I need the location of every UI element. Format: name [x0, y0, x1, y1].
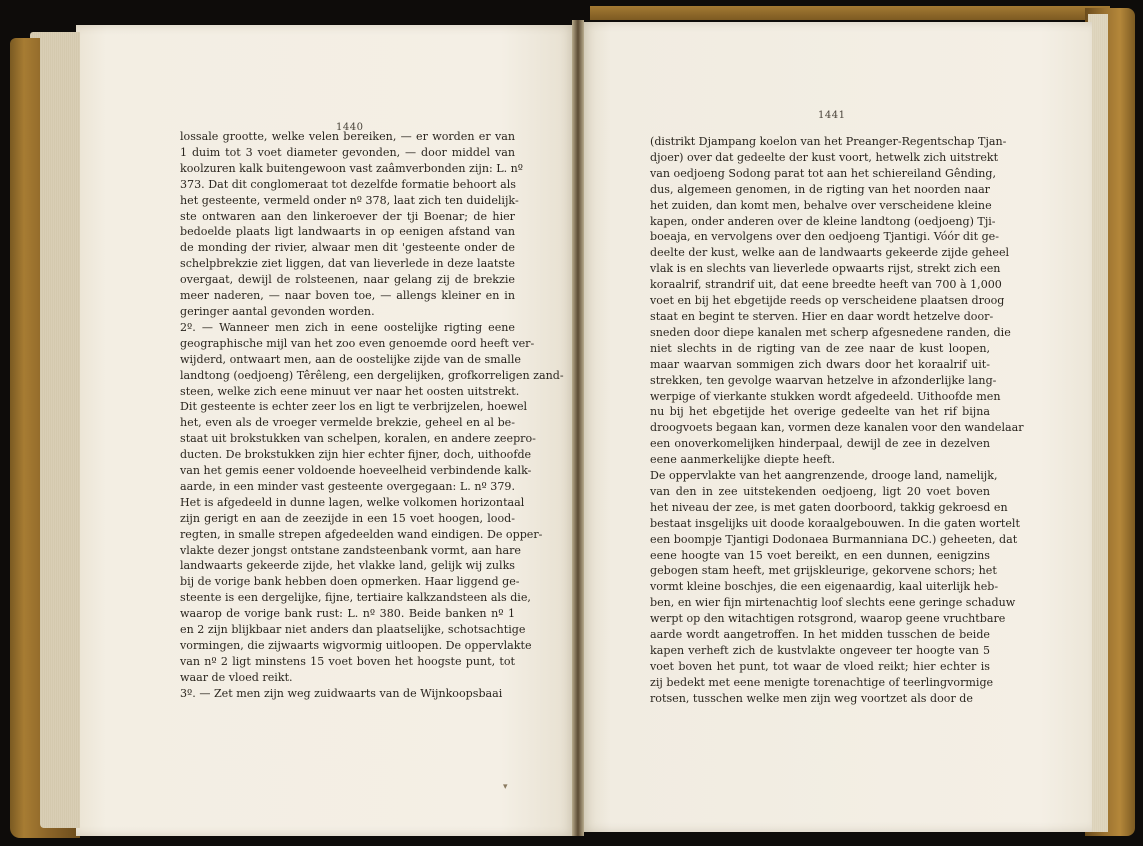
text-line: voet boven het punt, tot waar de vloed reikt; hier echter is: [650, 659, 990, 673]
text-line: waarop de vorige bank rust: L. nº 380. Beide banken nº 1: [180, 607, 515, 621]
text-line: het gesteente, vermeld onder nº 378, laat zich ten duidelijk-: [180, 193, 519, 207]
text-line: De oppervlakte van het aangrenzende, drooge land, namelijk,: [650, 469, 998, 483]
text-line: het niveau der zee, is met gaten doorboord, takkig gekroesd en: [650, 500, 1008, 514]
text-line: 3º. — Zet men zijn weg zuidwaarts van de Wijnkoopsbaai: [180, 686, 503, 700]
text-line: eene aanmerkelijke diepte heeft.: [650, 453, 835, 467]
text-line: zij bedekt met eene menigte torenachtige of teerlingvormige: [650, 675, 994, 689]
text-line: koraalrif, strandrif uit, dat eene breedte heeft van 700 à 1,000: [650, 278, 1002, 292]
text-line: nu bij het ebgetijde het overige gedeelte van het rif bijna: [650, 405, 990, 419]
book-gutter: [572, 20, 584, 836]
text-line: bij de vorige bank hebben doen opmerken. Haar liggend ge-: [180, 575, 520, 589]
text-line: staat uit brokstukken van schelpen, koralen, en andere zeepro-: [180, 432, 536, 446]
text-line: het zuiden, dan komt men, behalve over verscheidene kleine: [650, 198, 992, 212]
text-line: een boompje Tjantigi Dodonaea Burmanniana DC.) geheeten, dat: [650, 532, 1018, 546]
left-page-stack: [40, 32, 80, 828]
text-line: werpt op den witachtigen rotsgrond, waarop geene vruchtbare: [650, 612, 1006, 626]
text-line: deelte der kust, welke aan de landwaarts gekeerde zijde geheel: [650, 246, 1010, 260]
text-line: Dit gesteente is echter zeer los en ligt te verbrijzelen, hoewel: [180, 400, 528, 414]
text-line: staat en begint te sterven. Hier en daar wordt hetzelve door-: [650, 309, 994, 323]
text-line: kapen, onder anderen over de kleine landtong (oedjoeng) Tji-: [650, 214, 996, 228]
text-line: dus, algemeen genomen, in de rigting van het noorden naar: [650, 182, 990, 196]
text-line: steen, welke zich eene minuut ver naar het oosten uitstrekt.: [180, 384, 520, 398]
text-line: droogvoets begaan kan, vormen deze kanalen voor den wandelaar: [650, 421, 1024, 435]
text-line: ducten. De brokstukken zijn hier echter fijner, doch, uithoofde: [180, 448, 532, 462]
text-line: lossale grootte, welke velen bereiken, — er worden er van: [180, 130, 515, 143]
text-line: en 2 zijn blijkbaar niet anders dan plaatselijke, schotsachtige: [180, 623, 526, 637]
text-line: landtong (oedjoeng) Têrêleng, een dergelijken, grofkorreligen zand-: [180, 368, 564, 382]
text-line: aarde wordt aangetroffen. In het midden tusschen de beide: [650, 628, 990, 642]
text-line: zijn gerigt en aan de zeezijde in een 15 voet hoogen, lood-: [180, 511, 515, 525]
text-line: ste ontwaren aan den linkeroever der tji Boenar; de hier: [180, 209, 515, 223]
text-line: (distrikt Djampang koelon van het Preanger-Regentschap Tjan-: [650, 135, 1007, 148]
left-page-number: 1440: [336, 122, 364, 133]
text-line: schelpbrekzie ziet liggen, dat van lieverlede in deze laatste: [180, 257, 515, 271]
text-line: vormingen, die zijwaarts wigvormig uitloopen. De oppervlakte: [180, 639, 532, 652]
text-line: vlak is en slechts van lieverlede opwaarts rijst, strekt zich een: [650, 262, 1001, 276]
text-line: 1 duim tot 3 voet diameter gevonden, — door middel van: [180, 145, 515, 159]
text-line: het, even als de vroeger vermelde brekzie, geheel en al be-: [180, 416, 515, 430]
text-line: djoer) over dat gedeelte der kust voort, hetwelk zich uitstrekt: [650, 150, 999, 164]
text-line: strekken, ten gevolge waarvan hetzelve in afzonderlijke lang-: [650, 373, 997, 387]
text-line: een onoverkomelijken hinderpaal, dewijl de zee in dezelven: [650, 437, 990, 451]
text-line: van het gemis eener voldoende hoeveelheid verbindende kalk-: [180, 464, 532, 478]
text-line: regten, in smalle strepen afgedeelden wand eindigen. De opper-: [180, 527, 543, 541]
text-line: Het is afgedeeld in dunne lagen, welke volkomen horizontaal: [180, 495, 525, 509]
text-line: meer naderen, — naar boven toe, — allengs kleiner en in: [180, 289, 515, 303]
text-line: rotsen, tusschen welke men zijn weg voortzet als door de: [650, 691, 973, 705]
text-line: maar waarvan sommigen zich dwars door het koraalrif uit-: [650, 357, 990, 371]
text-line: waar de vloed reikt.: [180, 670, 293, 684]
text-line: vlakte dezer jongst ontstane zandsteenbank vormt, aan hare: [180, 543, 521, 557]
text-line: van oedjoeng Sodong parat tot aan het schiereiland Gênding,: [650, 166, 997, 180]
text-line: koolzuren kalk buitengewoon vast zaâmverbonden zijn: L. nº: [180, 161, 524, 175]
page-smudge: ▾: [503, 782, 508, 792]
text-line: de monding der rivier, alwaar men dit 'gesteente onder de: [180, 241, 515, 255]
text-line: landwaarts gekeerde zijde, het vlakke land, gelijk wij zulks: [180, 559, 515, 573]
text-line: overgaat, dewijl de rolsteenen, naar gelang zij de brekzie: [180, 273, 515, 287]
left-page-text: [180, 129, 564, 702]
text-line: niet slechts in de rigting van de zee naar de kust loopen,: [650, 341, 990, 355]
text-line: 373. Dat dit conglomeraat tot dezelfde formatie behoort als: [180, 177, 516, 191]
text-line: 2º. — Wanneer men zich in eene oostelijke rigting eene: [180, 320, 515, 334]
text-line: bedoelde plaats ligt landwaarts in op eenigen afstand van: [180, 225, 515, 239]
text-line: aarde, in een minder vast gesteente overgegaan: L. nº 379.: [180, 479, 515, 493]
text-line: van nº 2 ligt minstens 15 voet boven het hoogste punt, tot: [180, 654, 515, 668]
text-line: van den in zee uitstekenden oedjoeng, ligt 20 voet boven: [650, 484, 990, 498]
text-line: geringer aantal gevonden worden.: [180, 304, 375, 318]
text-line: voet en bij het ebgetijde reeds op verscheidene plaatsen droog: [650, 294, 1005, 308]
text-line: wijderd, ontwaart men, aan de oostelijke zijde van de smalle: [180, 352, 521, 366]
right-page-text: [650, 134, 1024, 707]
text-line: sneden door diepe kanalen met scherp afgesnedene randen, die: [650, 325, 1011, 339]
text-line: geographische mijl van het zoo even genoemde oord heeft ver-: [180, 336, 535, 350]
text-line: boeaja, en vervolgens over den oedjoeng Tjantigi. Vóór dit ge-: [650, 230, 999, 244]
text-line: steente is een dergelijke, fijne, tertiaire kalkzandsteen als die,: [180, 591, 531, 605]
text-line: werpige of vierkante stukken wordt afgedeeld. Uithoofde men: [650, 389, 1001, 403]
text-line: vormt kleine boschjes, die een eigenaardig, kaal uiterlijk heb-: [650, 580, 999, 594]
right-page-number: 1441: [818, 110, 846, 121]
text-line: gebogen stam heeft, met grijskleurige, gekorvene schors; het: [650, 564, 997, 578]
right-cover-top: [590, 6, 1110, 20]
text-line: ben, en wier fijn mirtenachtig loof slechts eene geringe schaduw: [650, 596, 1016, 610]
text-line: kapen verheft zich de kustvlakte ongeveer ter hoogte van 5: [650, 644, 990, 657]
text-line: eene hoogte van 15 voet bereikt, en een dunnen, eenigzins: [650, 548, 990, 562]
text-line: bestaat insgelijks uit doode koraalgebouwen. In die gaten wortelt: [650, 516, 1020, 530]
